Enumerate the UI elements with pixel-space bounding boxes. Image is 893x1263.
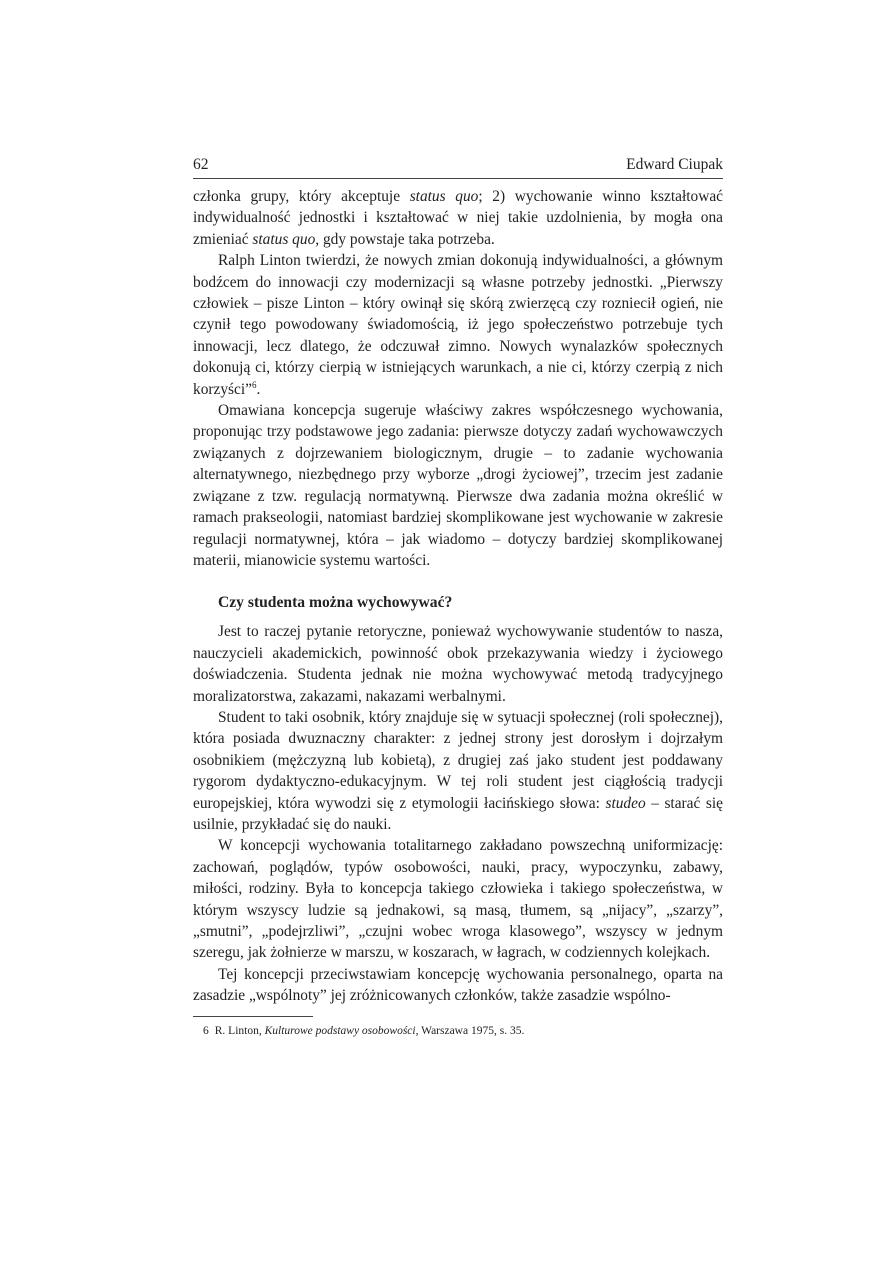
footnote-number: 6 bbox=[203, 1024, 209, 1037]
text-run: gdy powstaje taka potrzeba. bbox=[319, 230, 495, 248]
paragraph-retoryczne: Jest to raczej pytanie retoryczne, ponieważ wychowywanie studentów to nasza, nauczycieli akademickich, powinność obok przekazywania wiedzy i życiowego doświadczenia. Studenta jednak nie można wychowywać metodą tradycyjnego moralizatorstwa, zakazami, nakazami werbalnymi. bbox=[193, 623, 723, 705]
running-head-author: Edward Ciupak bbox=[626, 156, 723, 173]
italic-term: status quo bbox=[409, 188, 479, 205]
paragraph-linton bbox=[193, 250, 723, 400]
paragraph-koncepcja: Omawiana koncepcja sugeruje właściwy zakres współczesnego wychowania, proponując trzy podstawowe jego zadania: pierwsze dotyczy zadań wychowawczych związanych z dojrzewaniem biologicznym, drugie – to zadanie wychowania alternatywnego, niezbędnego przy wyborze „drogi życiowej”, trzecim jest zadanie związane z tzw. regulacją normatywną. Pierwsze dwa zadania można określić w ramach prakseologii, natomiast bardziej skomplikowane jest wychowanie w zakresie regulacji normatywnej, która – jak wiadomo – dotyczy bardziej skomplikowanej materii, mianowicie systemu wartości. bbox=[193, 402, 723, 569]
text-run: ; 2) wychowanie winno kształtować indywidualność jednostki i kształtować w niej takie uzdolnienia, by mogła ona zmieniać bbox=[193, 188, 723, 248]
paragraph-student bbox=[193, 707, 723, 835]
text-run: Student to taki osobnik, który znajduje się w sytuacji społecznej (roli społecznej), która posiada dwuznaczny charakter: z jednej strony jest dorosłym i dojrzałym osobnikiem (mężczyzną lub kobietą), z drugiej zaś jako student jest poddawany rygorom dydaktyczno-edukacyjnym. W tej roli student jest ciągłością tradycji europejskiej, która wywodzi się z etymologii łacińskiego słowa: bbox=[193, 708, 723, 812]
text-run: – starać się usilnie, przykładać się do nauki. bbox=[193, 794, 723, 833]
paragraph-personalne: Tej koncepcji przeciwstawiam koncepcję wychowania personalnego, oparta na zasadzie „wspólnoty” jej zróżnicowanych członków, także zasadzie wspólno- bbox=[193, 965, 723, 1005]
footnote-author: R. Linton, bbox=[214, 1024, 265, 1037]
text-run: Ralph Linton twierdzi, że nowych zmian dokonują indywidualności, a głównym bodźcem do innowacji czy modernizacji są własne potrzeby jednostki. „Pierwszy człowiek – pisze Linton – który owinął się skórą zwierzęcą czy rozniecił ogień, nie czynił tego powodowany świadomością, iż jego społeczeństwo potrzebuje tych innowacji, lecz dlatego, że odczuwał zimno. Nowych wynalazków społecznych dokonują ci, którzy cierpią w istniejących warunkach, a nie ci, którzy czerpią z nich korzyści” bbox=[193, 252, 723, 398]
text-run: członka grupy, który akceptuje bbox=[193, 188, 410, 205]
footnote-title: Kulturowe podstawy osobowości bbox=[264, 1024, 416, 1037]
italic-term: studeo bbox=[605, 794, 646, 812]
paragraph-continuation bbox=[193, 186, 723, 250]
footnote-divider bbox=[193, 1016, 313, 1017]
footnote bbox=[193, 1023, 723, 1039]
page-number: 62 bbox=[193, 156, 209, 173]
footnote-publication: , Warszawa 1975, s. 35. bbox=[415, 1024, 525, 1037]
paragraph-totalitarne: W koncepcji wychowania totalitarnego zakładano powszechną uniformizację: zachowań, poglądów, typów osobowości, nauki, pracy, wypoczynku, zabawy, miłości, rodziny. Była to koncepcja takiego człowieka i takiego społeczeństwa, w którym wszyscy ludzie są jednakowi, są masą, tłumem, są „nijacy”, „szarzy”, „smutni”, „podejrzliwi”, „czujni wobec wroga klasowego”, wszyscy w jednym szeregu, jak żołnierze w marszu, w koszarach, w łagrach, w codziennych kolejkach. bbox=[193, 837, 723, 962]
section-heading: Czy studenta można wychowywać? bbox=[218, 594, 453, 612]
book-page bbox=[193, 155, 723, 1039]
body-text bbox=[193, 186, 723, 1007]
text-run: . bbox=[256, 380, 261, 398]
footnote-reference: 6 bbox=[251, 379, 257, 390]
italic-term: status quo, bbox=[252, 230, 320, 248]
running-header bbox=[193, 155, 723, 179]
